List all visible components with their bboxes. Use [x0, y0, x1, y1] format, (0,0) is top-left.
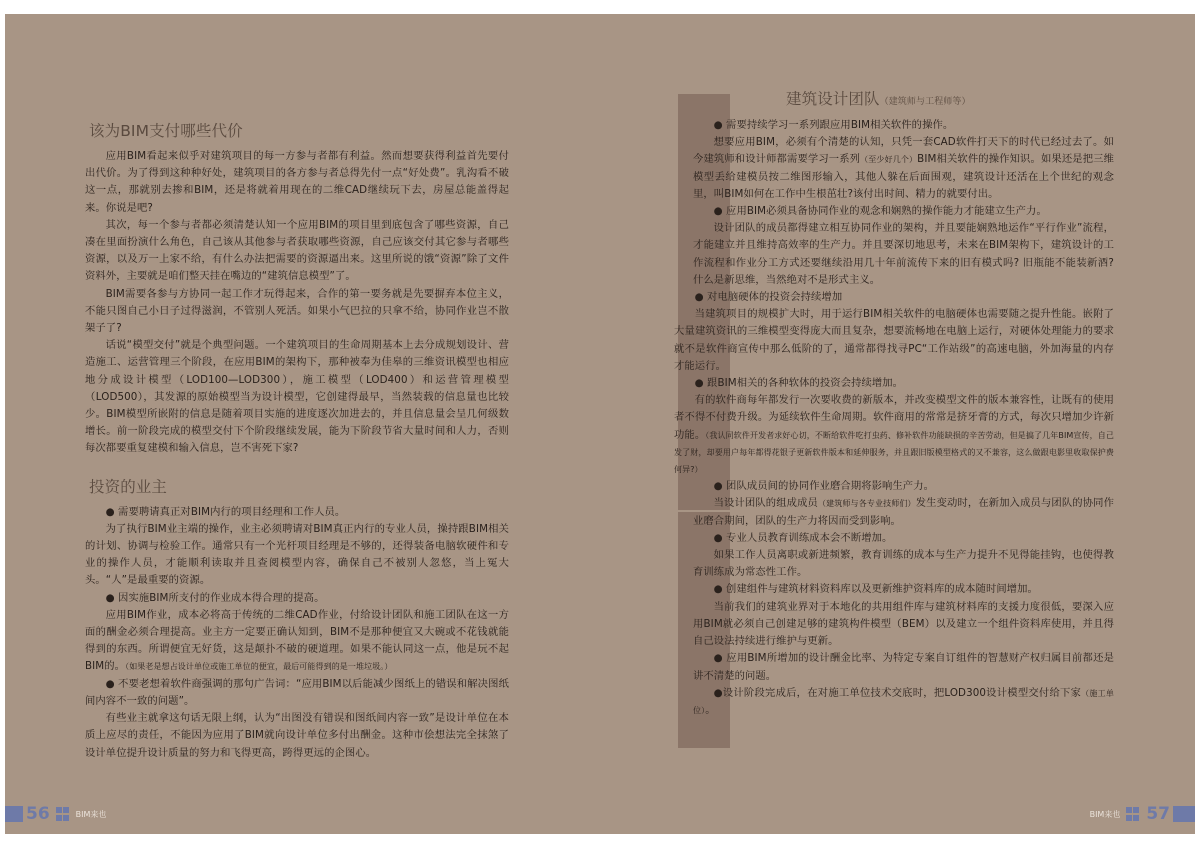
bullet-heading: ● 应用BIM所增加的设计酬金比率、为特定专案自订组件的智慧财产权归属目前都还是讲不清楚的问题。 — [693, 652, 1114, 682]
paragraph-text: 当设计团队的组成成员 — [713, 497, 818, 510]
paragraph-text: 应用BIM作业，成本必将高于传统的二维CAD作业，付给设计团队和施工团队在这一方面的酬金必须合理提高。业主方一定要正确认知到，BIM不是那种便宜又大碗或不花钱就能得到的东西。所谓便宜无好货，这是颠扑不破的硬道理。如果不能认同这一点，他是玩不起BIM的。 — [85, 608, 509, 673]
bullet-heading: ● 因实施BIM所支付的作业成本得合理的提高。 — [105, 591, 325, 604]
full-width-block — [674, 289, 1114, 478]
folio-bar — [5, 806, 23, 822]
bim-logo-icon — [1126, 807, 1140, 821]
bullet-heading: ● 专业人员教育训练成本会不断增加。 — [713, 531, 893, 544]
bullet-heading: ● 跟BIM相关的各种软体的投资会持续增加。 — [694, 377, 904, 390]
bullet-heading: ● 创建组件与建筑材料资料库以及更新维护资料库的成本随时间增加。 — [713, 583, 1038, 596]
running-footer: BIM来也 — [75, 809, 107, 819]
section-title-cost: 该为BIM支付哪些代价 — [89, 122, 243, 140]
section-title-sub: （建筑师与工程师等） — [879, 97, 971, 107]
paragraph-text: ●设计阶段完成后，在对施工单位技术交底时，把LOD300设计模型交付给下家 — [713, 686, 1082, 699]
bullet-heading: ● 团队成员间的协同作业磨合期将影响生产力。 — [713, 480, 934, 493]
section-title-design-team — [786, 88, 1114, 113]
left-page-column — [85, 120, 509, 762]
paragraph: 应用BIM看起来似乎对建筑项目的每一方参与者都有利益。然而想要获得利益首先要付出代价。为了得到这种种好处，建筑项目的各方参与者总得先付一点“好处费”。乳沟看不破这一点，那就别去掺和BIM，还是将就着用现在的二维CAD继续玩下去，房屋总能盖得起来。你说是吧? — [85, 150, 509, 214]
paragraph-note: （我认同软件开发者求好心切，不断给软件吃打虫药、修补软件功能缺损的辛苦劳动，但是搞了几年BIM宣传，自己发了财，却要用户每年都得花银子更新软件版本和延伸服务，并且跟旧版模型格式的又不兼容，这么做跟电影里收取保护费何异?） — [674, 430, 1114, 475]
page-number: 57 — [1146, 804, 1170, 824]
paragraph — [693, 495, 1114, 529]
running-footer: BIM来也 — [1089, 809, 1121, 819]
paragraph: 设计团队的成员都得建立相互协同作业的架构，并且要能娴熟地运作“平行作业”流程，才能建立并且维持高效率的生产力。并且要深切地思考，未来在BIM架构下，建筑设计的工作流程和作业分工方式还要继续沿用几十年前流传下来的旧有模式吗? 旧瓶能不能装新酒? 什么是新思维，当然绝对不是形式主义。 — [693, 222, 1114, 286]
paragraph — [674, 392, 1114, 478]
paragraph: 当建筑项目的规模扩大时，用于运行BIM相关软件的电脑硬体也需要随之提升性能。嵌附了大量建筑资讯的三维模型变得庞大而且复杂，想要流畅地在电脑上运行，对硬体处理能力的要求就不是软件商宣传中那么低阶的了，通常都得找寻PC“工作站级”的高速电脑，外加海量的内存才能运行。 — [674, 308, 1114, 372]
paragraph-text: 。 — [705, 703, 716, 716]
folio-bar — [1173, 806, 1195, 822]
paragraph-note: （施工单位） — [693, 688, 1114, 715]
paragraph-note: （如果老是想占设计单位或施工单位的便宜，最后可能得到的是一堆垃圾。） — [125, 662, 393, 672]
bullet-heading: ● 对电脑硬体的投资会持续增加 — [694, 291, 843, 304]
paragraph — [693, 134, 1114, 203]
section-title-text: 建筑设计团队 — [786, 90, 880, 108]
paragraph: BIM需要各参与方协同一起工作才玩得起来，合作的第一要务就是先要摒弃本位主义，不能只图自己小日子过得滋润，不管别人死活。如果小气巴拉的只拿不给，协同作业岂不散架子了? — [85, 287, 509, 335]
paragraph: 为了执行BIM业主端的操作，业主必须聘请对BIM真正内行的专业人员，操持跟BIM相关的计划、协调与检验工作。通常只有一个光杆项目经理是不够的，还得装备电脑软硬件和专业的操作人员，才能顺利读取并且查阅模型内容，确保自己不被别人忽悠，当上冤大头。“人”是最重要的资源。 — [85, 522, 509, 587]
indented-block-2 — [600, 478, 1114, 719]
paragraph — [85, 607, 509, 676]
paragraph: 当前我们的建筑业界对于本地化的共用组件库与建筑材料库的支援力度很低，要深入应用BIM就必须自己创建足够的建筑构件模型（BEM）以及建立一个组件资料库使用，并且得自己设法持续进行维护与更新。 — [693, 600, 1114, 648]
right-folio — [1087, 806, 1195, 822]
paragraph: 话说“模型交付”就是个典型问题。一个建筑项目的生命周期基本上去分成规划设计、营造施工、运营管理三个阶段，在应用BIM的架构下，那种被奉为佳皋的三维资讯模型也相应地分成设计模型（LOD100—LOD300），施工模型（LOD400）和运营管理模型（LOD500），其发源的原始模型当为设计模型，它创建得最早，当然装载的信息量也比较少。BIM模型所嵌附的信息是随着项目实施的进度逐次加进去的，并且信息量会呈几何级数增长。前一阶段完成的模型交付下个阶段继续发展，能为下阶段节省大量时间和人力，否则每次都要重复建模和输入信息，岂不害死下家? — [85, 339, 509, 455]
paragraph-text: 有的软件商每年都发行一次要收费的新版本，并改变模型文件的版本兼容性，让既有的使用者不得不付费升级。为延续软件生命周期。软件商用的常常是挤牙膏的方式，每次只增加少许新功能。 — [674, 394, 1114, 441]
paragraph-note: （建筑师与各专业技师们） — [817, 499, 916, 509]
right-page-column — [674, 88, 1115, 719]
bullet-heading — [693, 685, 1114, 719]
paragraph-text: 发生变动时，在新加入成员与团队的协同作业磨合期间，团队的生产力将因而受到影响。 — [693, 497, 1115, 527]
bullet-heading: ● 不要老想着软件商强调的那句广告词：“应用BIM以后能减少图纸上的错误和解决图纸间内容不一致的问题”。 — [85, 677, 509, 707]
paragraph-note: （至少好几个） — [860, 155, 918, 165]
bullet-heading: ● 应用BIM必须具备协同作业的观念和娴熟的操作能力才能建立生产力。 — [713, 205, 1047, 218]
left-folio — [5, 806, 109, 822]
paragraph-text: 想要应用BIM，必须有个清楚的认知，只凭一套CAD软件打天下的时代已经过去了。如今建筑师和设计师都需要学习一系列 — [693, 136, 1114, 166]
bullet-heading: ● 需要聘请真正对BIM内行的项目经理和工作人员。 — [105, 505, 346, 518]
page-number: 56 — [26, 804, 50, 824]
bim-logo-icon — [56, 807, 70, 821]
paragraph: 其次，每一个参与者都必须清楚认知一个应用BIM的项目里到底包含了哪些资源，自己凑在里面扮演什么角色，自己该从其他参与者获取哪些资源，自己应该交付其它参与者哪些资源，以及万一上家不给，有什么办法把需要的资源逼出来。这里所说的饿“资源”除了文件资料外，主要就是咱们整天挂在嘴边的“建筑信息模型”了。 — [85, 218, 509, 283]
paragraph: 有些业主就拿这句话无限上纲，认为“出图没有错误和图纸间内容一致”是设计单位在本质上应尽的责任，不能因为应用了BIM就向设计单位多付出酬金。这种市侩想法完全抹煞了设计单位提升设计质量的努力和飞得更高，跨得更远的企图心。 — [85, 712, 509, 759]
section-title-owner: 投资的业主 — [89, 477, 168, 496]
paragraph-text: BIM相关软件的操作知识。如果还是把三维模型丢给建模员按二维图形输入，其他人躲在后面围观，建筑设计还活在上个世纪的观念里，叫BIM如何在工作中生根茁壮?该付出时间、精力的就要付出。 — [693, 153, 1115, 200]
bullet-heading: ● 需要持续学习一系列跟应用BIM相关软件的操作。 — [713, 119, 954, 131]
paragraph: 如果工作人员离职或新进频繁，教育训练的成本与生产力提升不见得能挂钩，也使得教育训练成为常态性工作。 — [693, 549, 1114, 579]
indented-block-1 — [600, 117, 1114, 289]
